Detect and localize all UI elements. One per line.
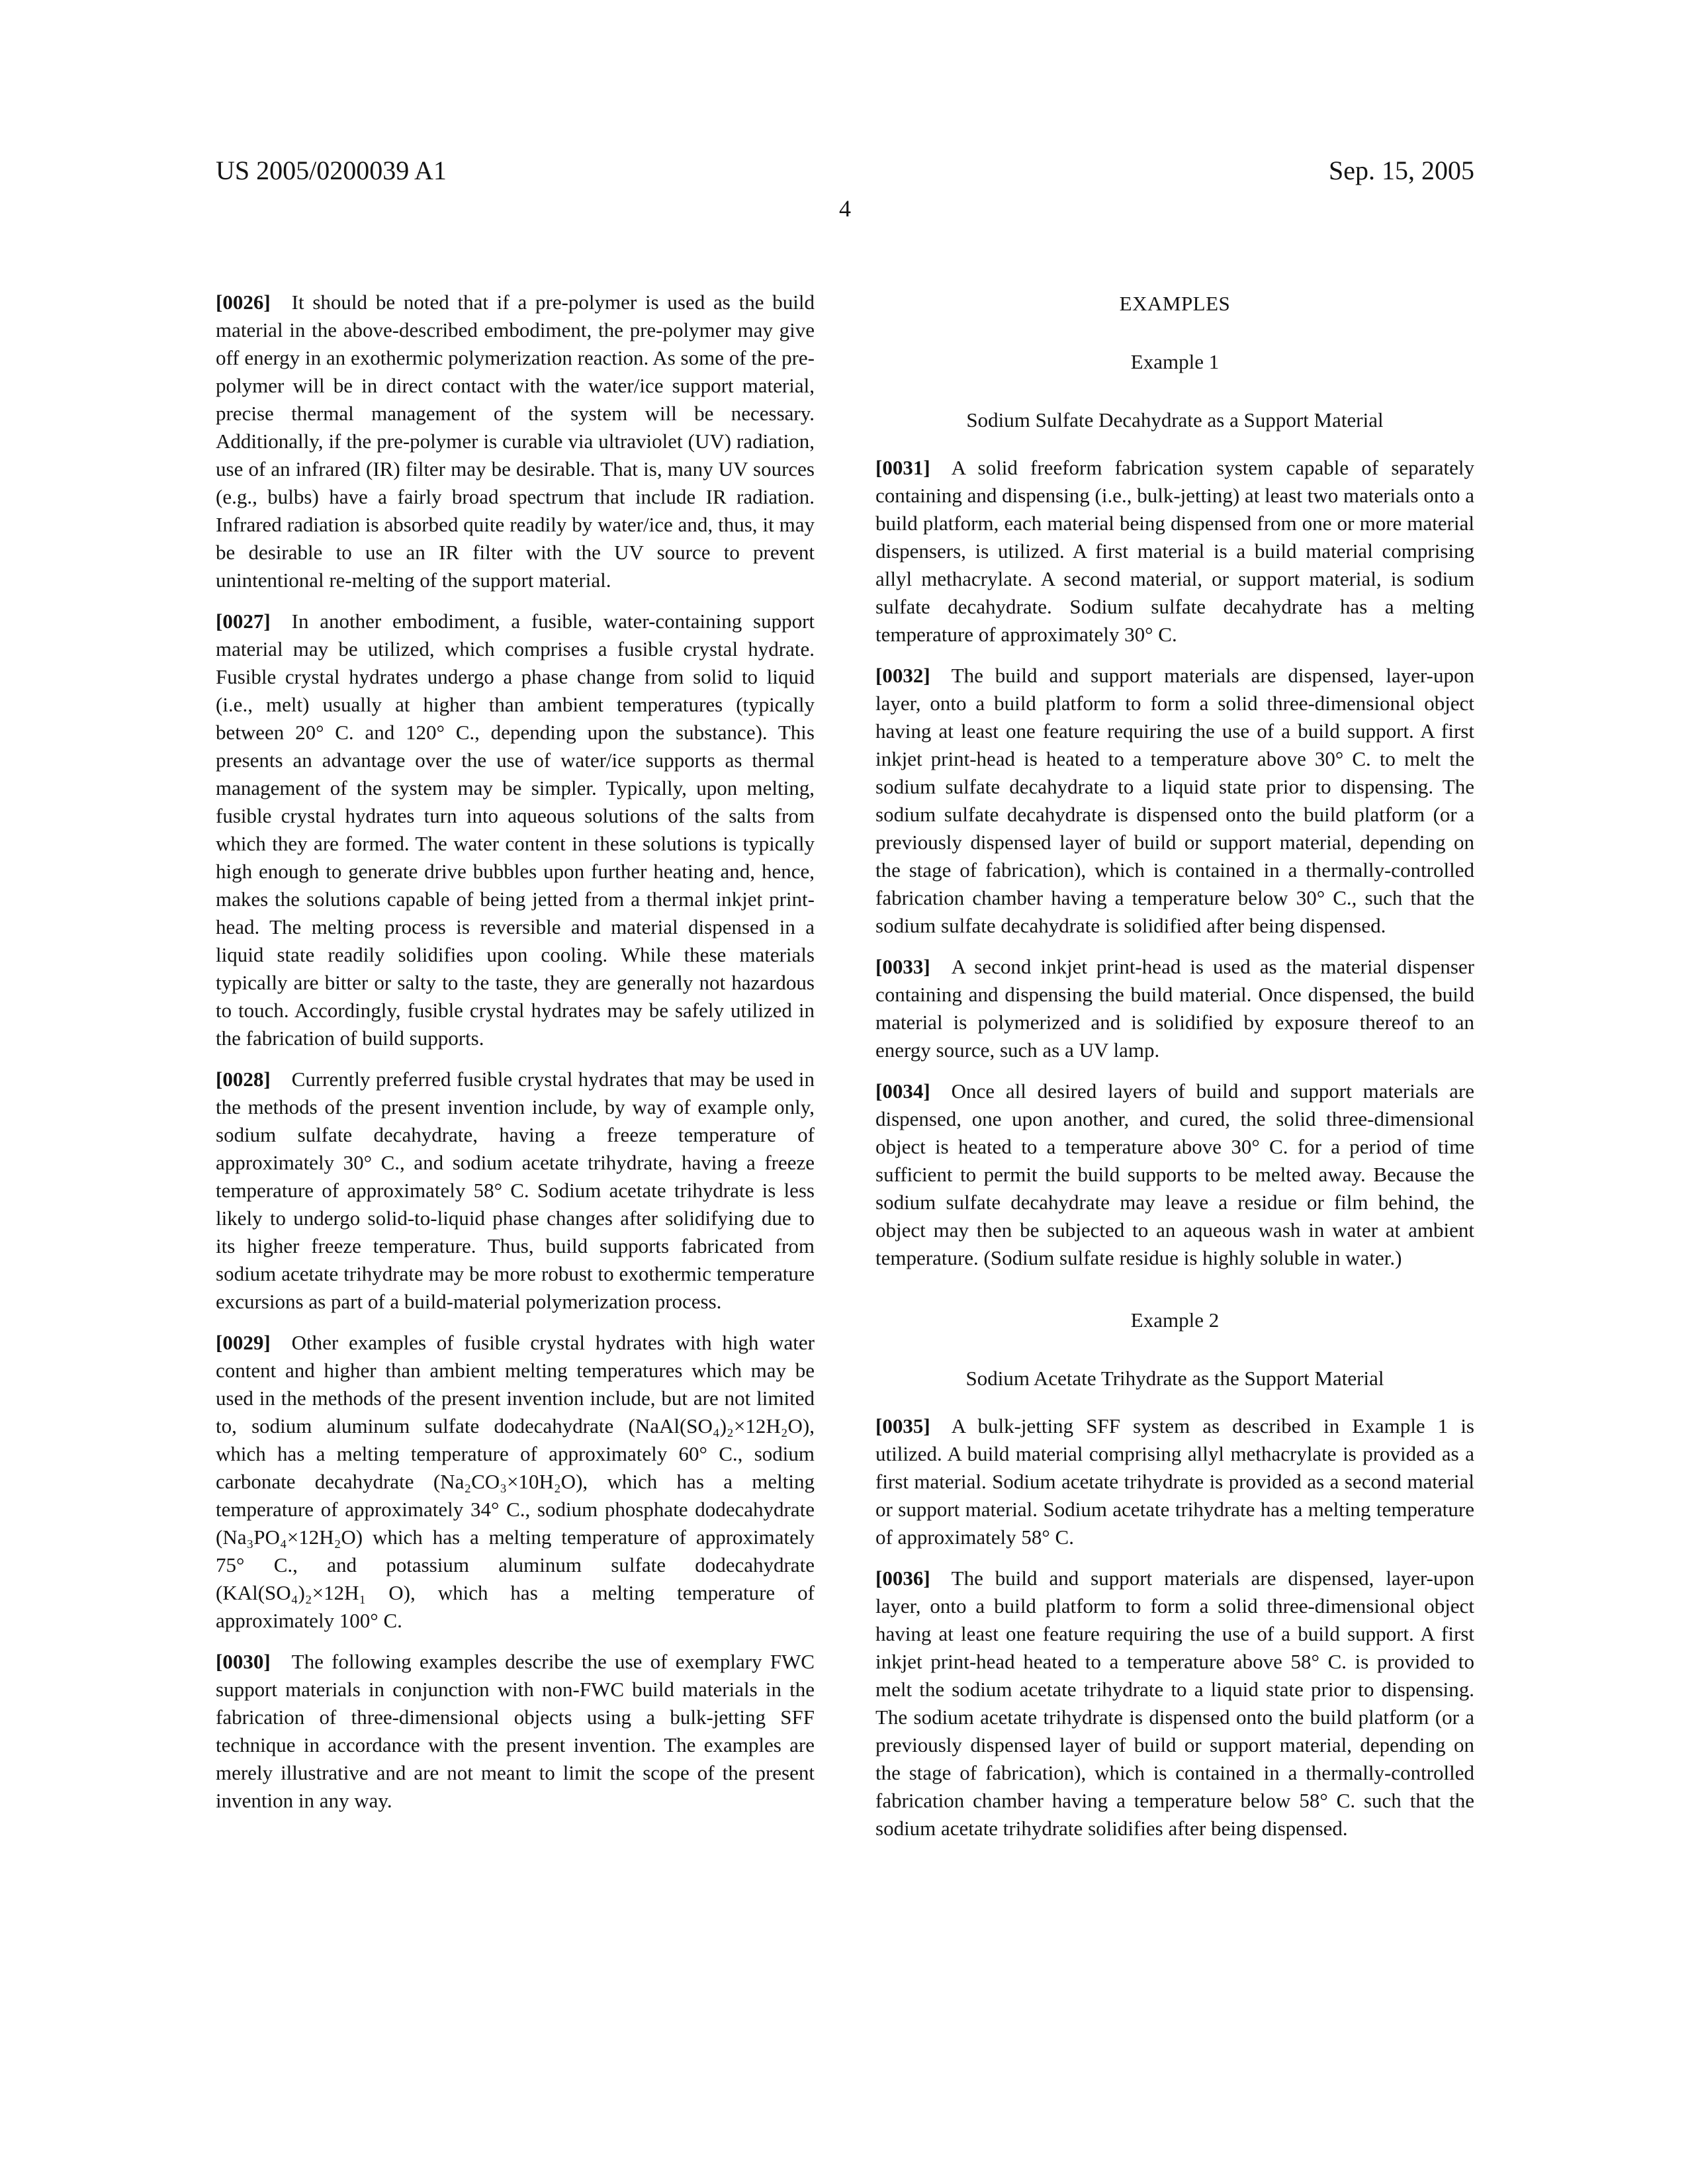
example-1-title: Sodium Sulfate Decahydrate as a Support Material <box>966 408 1384 432</box>
paragraph-0028 <box>216 1066 815 1316</box>
examples-heading: EXAMPLES <box>1119 292 1231 315</box>
example-2-title: Sodium Acetate Trihydrate as the Support Material <box>965 1367 1384 1390</box>
page-header <box>216 156 1474 185</box>
paragraph-0030 <box>216 1648 815 1815</box>
paragraph-text: In another embodiment, a fusible, water-containing support material may be utilized, which comprises a fusible crystal hydrate. Fusible crystal hydrates undergo a phase change from solid to liquid (i.e., melt) usually at higher than ambient temperatures (typically between 20° C. and 120° C., depending upon the substance). This presents an advantage over the use of water/ice supports as thermal management of the system may be simpler. Typically, upon melting, fusible crystal hydrates turn into aqueous solutions of the salts from which they are formed. The water content in these solutions is typically high enough to generate drive bubbles upon further heating and, hence, makes the solutions capable of being jetted from a thermal inkjet print-head. The melting process is reversible and material dispensed in a liquid state readily solidifies upon cooling. While these materials typically are bitter or salty to the taste, they are generally not hazardous to touch. Accordingly, fusible crystal hydrates may be safely utilized in the fabrication of build supports. <box>216 610 815 1050</box>
paragraph-number: [0036] <box>875 1567 930 1590</box>
example-2-heading: Example 2 <box>1130 1308 1220 1332</box>
paragraph-number: [0026] <box>216 291 271 314</box>
paragraph-number: [0027] <box>216 610 271 633</box>
paragraph-text: A bulk-jetting SFF system as described in Example 1 is utilized. A build material comprising allyl methacrylate is provided as a first material. Sodium acetate trihydrate is provided as a second material or support material. Sodium acetate trihydrate has a melting temperature of approximately 58° C. <box>875 1414 1474 1549</box>
paragraph-text: The following examples describe the use of exemplary FWC support materials in conjunction with non-FWC build materials in the fabrication of three-dimensional objects using a bulk-jetting SFF technique in accordance with the present invention. The examples are merely illustrative and are not meant to limit the scope of the present invention in any way. <box>216 1650 815 1812</box>
paragraph-0034 <box>875 1077 1474 1272</box>
paragraph-number: [0035] <box>875 1414 930 1437</box>
paragraph-text: Currently preferred fusible crystal hydrates that may be used in the methods of the present invention include, by way of example only, sodium sulfate decahydrate, having a freeze temperature of approximately 30° C., and sodium acetate trihydrate, having a freeze temperature of approximately 58° C. Sodium acetate trihydrate is less likely to undergo solid-to-liquid phase changes after solidifying due to its higher freeze temperature. Thus, build supports fabricated from sodium acetate trihydrate may be more robust to exothermic temperature excursions as part of a build-material polymerization process. <box>216 1068 815 1313</box>
paragraph-number: [0033] <box>875 955 930 978</box>
paragraph-text: The build and support materials are dispensed, layer-upon layer, onto a build platform to form a solid three-dimensional object having at least one feature requiring the use of a build support. A first inkjet print-head is heated to a temperature above 30° C. to melt the sodium sulfate decahydrate to a liquid state prior to dispensing. The sodium sulfate decahydrate is dispensed onto the build platform (or a previously dispensed layer of build or support material, depending on the stage of fabrication), which is contained in a thermally-controlled fabrication chamber having a temperature below 30° C., such that the sodium sulfate decahydrate is solidified after being dispensed. <box>875 664 1474 937</box>
right-column <box>875 289 1474 1856</box>
paragraph-0026 <box>216 289 815 594</box>
paragraph-number: [0028] <box>216 1068 271 1091</box>
paragraph-number: [0030] <box>216 1650 271 1673</box>
paragraph-0033 <box>875 953 1474 1064</box>
paragraph-number: [0034] <box>875 1079 930 1103</box>
paragraph-0029 <box>216 1329 815 1635</box>
paragraph-0032 <box>875 662 1474 940</box>
example-1-heading: Example 1 <box>1130 350 1220 373</box>
paragraph-number: [0032] <box>875 664 930 687</box>
paragraph-0035 <box>875 1412 1474 1551</box>
content-columns <box>216 289 1474 1856</box>
paragraph-0036 <box>875 1565 1474 1843</box>
paragraph-text: Other examples of fusible crystal hydrates with high water content and higher than ambient melting temperatures which may be used in the methods of the present invention include, but are not limited to, sodium aluminum sulfate dodecahydrate (NaAl(SO₄)₂×12H₂O), which has a melting temperature of approximately 60° C., sodium carbonate decahydrate (Na₂CO₃×10H₂O), which has a melting temperature of approximately 34° C., sodium phosphate dodecahydrate (Na₃PO₄×12H₂O) which has a melting temperature of approximately 75° C., and potassium aluminum sulfate dodecahydrate (KAl(SO₄)₂×12H₁ O), which has a melting temperature of approximately 100° C. <box>216 1331 815 1632</box>
paragraph-0027 <box>216 608 815 1052</box>
paragraph-0031 <box>875 454 1474 649</box>
paragraph-text: Once all desired layers of build and support materials are dispensed, one upon another, and cured, the solid three-dimensional object is heated to a temperature above 30° C. for a period of time sufficient to permit the build supports to be melted away. Because the sodium sulfate decahydrate may leave a residue or film behind, the object may then be subjected to an aqueous wash in water at ambient temperature. (Sodium sulfate residue is highly soluble in water.) <box>875 1079 1474 1269</box>
paragraph-text: It should be noted that if a pre-polymer is used as the build material in the above-described embodiment, the pre-polymer may give off energy in an exothermic polymerization reaction. As some of the pre-polymer will be in direct contact with the water/ice support material, precise thermal management of the system will be necessary. Additionally, if the pre-polymer is curable via ultraviolet (UV) radiation, use of an infrared (IR) filter may be desirable. That is, many UV sources (e.g., bulbs) have a fairly broad spectrum that include IR radiation. Infrared radiation is absorbed quite readily by water/ice and, thus, it may be desirable to use an IR filter with the UV source to prevent unintentional re-melting of the support material. <box>216 291 815 592</box>
left-column <box>216 289 815 1856</box>
paragraph-number: [0029] <box>216 1331 271 1354</box>
paragraph-text: The build and support materials are dispensed, layer-upon layer, onto a build platform to form a solid three-dimensional object having at least one feature requiring the use of a build support. A first inkjet print-head heated to a temperature above 58° C. is provided to melt the sodium acetate trihydrate to a liquid state prior to dispensing. The sodium acetate trihydrate is dispensed onto the build platform (or a previously dispensed layer of build or support material, depending on the stage of fabrication), which is contained in a thermally-controlled fabrication chamber having a temperature below 58° C. such that the sodium acetate trihydrate solidifies after being dispensed. <box>875 1567 1474 1840</box>
paragraph-number: [0031] <box>875 456 930 479</box>
publication-date: Sep. 15, 2005 <box>1329 156 1474 185</box>
paragraph-text: A second inkjet print-head is used as the material dispenser containing and dispensing the build material. Once dispensed, the build material is polymerized and is solidified by exposure thereof to an energy source, such as a UV lamp. <box>875 955 1474 1062</box>
page-number: 4 <box>839 195 851 222</box>
patent-publication-number: US 2005/0200039 A1 <box>216 156 447 185</box>
paragraph-text: A solid freeform fabrication system capable of separately containing and dispensing (i.e., bulk-jetting) at least two materials onto a build platform, each material being dispensed from one or more material dispensers, is utilized. A first material is a build material comprising allyl methacrylate. A second material, or support material, is sodium sulfate decahydrate. Sodium sulfate decahydrate has a melting temperature of approximately 30° C. <box>875 456 1474 646</box>
